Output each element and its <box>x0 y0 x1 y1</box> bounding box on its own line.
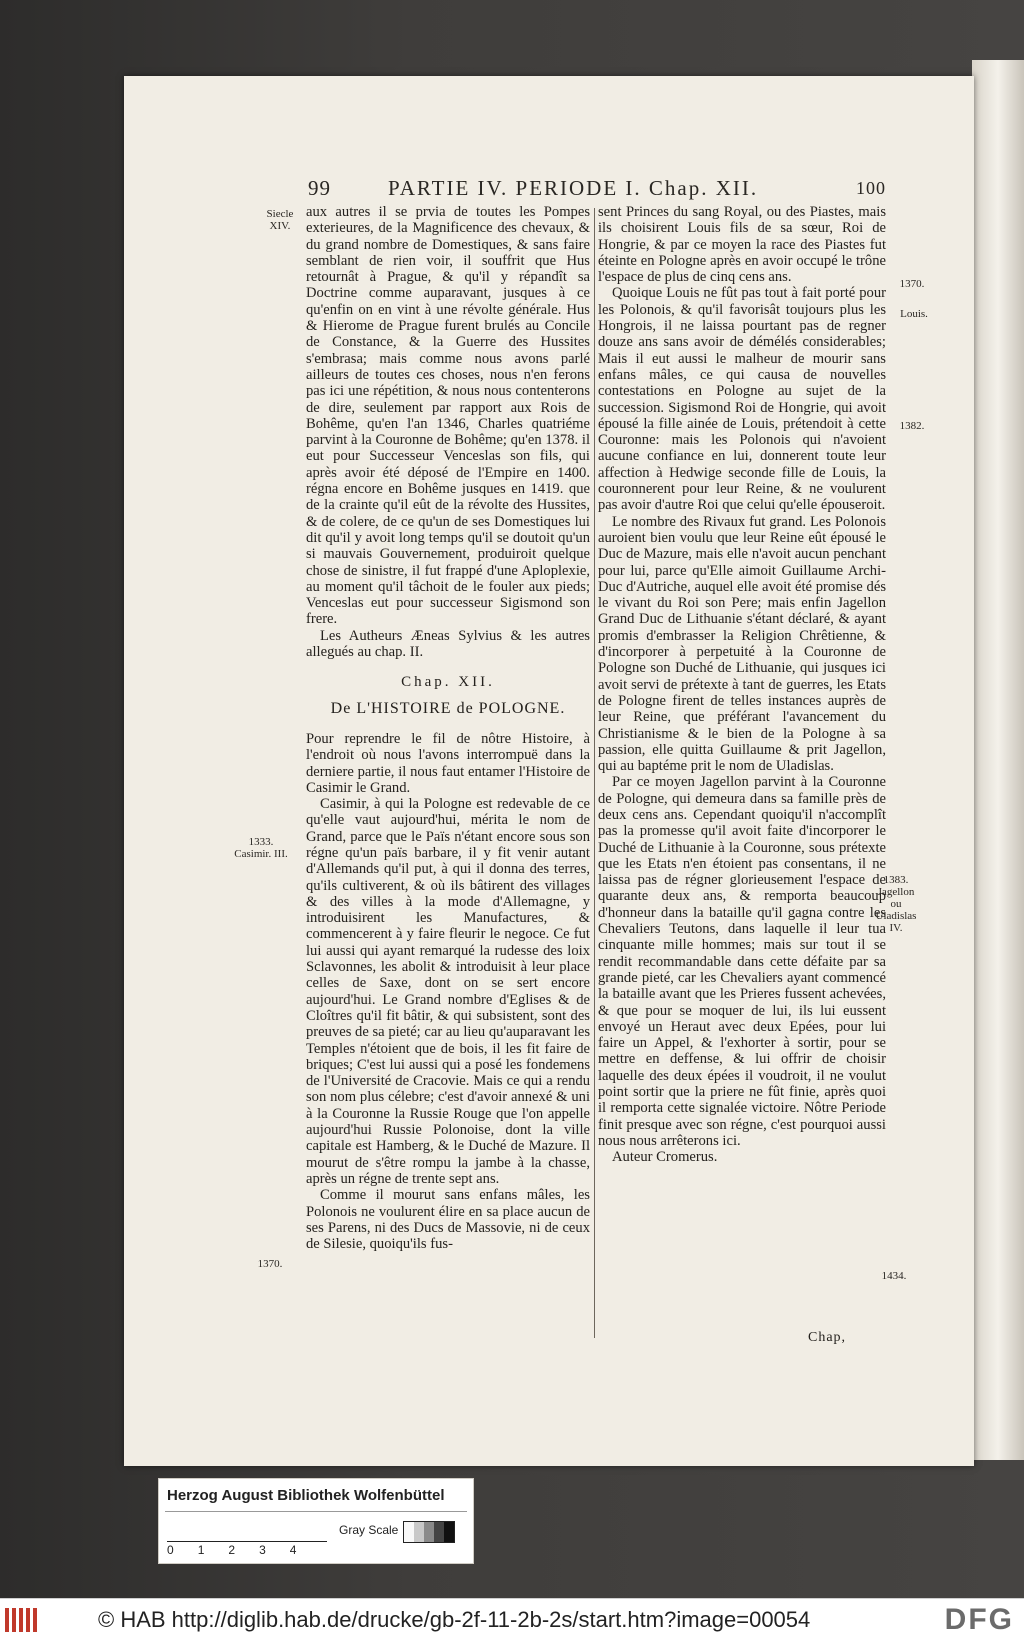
ruler-scale <box>167 1523 327 1542</box>
gray-scale-swatch <box>403 1521 455 1543</box>
running-title: PARTIE IV. PERIODE I. Chap. XII. <box>388 176 759 200</box>
tick-label: 2 <box>228 1543 236 1557</box>
next-page-edge <box>972 60 1024 1460</box>
library-label-card <box>158 1478 474 1564</box>
right-paragraph-4: Par ce moyen Jagellon parvint à la Couronne de Pologne, qui demeura dans sa famille près de deux cens ans. Cependant quoiqu'il n'accomplît pas la promesse qu'il avoit faite d'incorporer le Duché de Lithuanie à la Couronne, sous prétexte que les Etats n'en étoient pas consentans, il ne laissa pas de régner glorieusement l'espace de quarante deux ans, & remporta beaucoup d'honneur dans la bataille qu'il gagna contre les Chevaliers Teutons, dans laquelle il leur tua cinquante mille hommes; mais sur tout il se rendit recommandable dans cette défaite par sa grande pieté, car les Chevaliers ayant commencé la bataille avant que les Prieres fussent achevées, & que pour se moquer de lui, ils lui eussent envoyé un Heraut avec deux Epées, pour lui faire un Appel, & l'exhorter à sortir, pour se mettre en deffense, & lui offrir de choisir laquelle des deux épées il voudroit, il ne voulut point sortir que la priere ne fût finie, après quoi il remporta cette signalée victoire. Nôtre Periode finit presque avec son régne, c'est pourquoi aussi nous nous arrêterons ici. <box>598 774 886 1149</box>
right-paragraph-5: Auteur Cromerus. <box>612 1149 718 1166</box>
tick-label: 3 <box>259 1543 266 1557</box>
tick-label: 4 <box>289 1543 297 1557</box>
gray-scale-label: Gray Scale <box>339 1523 399 1537</box>
left-paragraph-3: Pour reprendre le fil de nôtre Histoire, à l'endroit où nous l'avons interrompuë dans la derniere partie, il nous faut entamer l'Histoire de Casimir le Grand. <box>306 730 590 796</box>
left-paragraph-2: Les Autheurs Æneas Sylvius & les autres allegués au chap. II. <box>306 627 590 661</box>
chapter-title: De L'HISTOIRE de POLOGNE. <box>330 699 566 717</box>
margin-note-1370-right: 1370. <box>899 278 925 290</box>
margin-note-1434: 1434. <box>881 1270 907 1282</box>
margin-note-siecle: Siecle XIV. <box>266 208 294 232</box>
hab-logo-icon <box>4 1605 44 1635</box>
margin-note-1382: 1382. <box>899 420 925 432</box>
tick-label: 1 <box>197 1543 205 1557</box>
catchword: Chap, <box>808 1330 847 1345</box>
tick-label: 0 <box>167 1543 174 1557</box>
page-number-left: 99 <box>308 176 331 200</box>
institution-name: Herzog August Bibliothek Wolfenbüttel <box>167 1487 445 1504</box>
left-paragraph-5: Comme il mourut sans enfans mâles, les Polonois ne voulurent élire en sa place aucun de ses Parens, ni des Ducs de Massovie, ni de ceux de Silesie, quoiqu'ils fus- <box>306 1187 590 1253</box>
margin-note-jagellon: 1383. Jagellon ou Uladislas IV. <box>875 874 917 934</box>
footer-bar <box>0 1598 1024 1642</box>
ruler-ticks <box>167 1543 347 1557</box>
right-paragraph-3: Le nombre des Rivaux fut grand. Les Polonois auroient bien voulu que leur Reine eût épousé le Duc de Mazure, mais elle n'avoit aucun penchant pour lui, parce qu'Elle aimoit Guillaume Archi-Duc d'Autriche, auquel elle avoit été promise dés le vivant du Roi son Pere; mais enfin Jagellon Grand Duc de Lithuanie s'étant déclaré, & ayant promis d'embrasser la Religion Chrêtienne, & d'incorporer à perpetuité à la Couronne de Pologne son Duché de Lithuanie, qui jusques ici avoit servi de prétexte à tant de guerres, les Etats de Pologne firent de telles instances auprès de leur Reine, que préférant l'avancement du Christianisme & le bien de la Pologne à sa passion, elle quitta Guillaume & prit Jagellon, qui au baptéme prit le nom de Uladislas. <box>598 513 886 775</box>
margin-note-louis: Louis. <box>900 308 928 320</box>
margin-note-1370-left: 1370. <box>257 1258 283 1270</box>
running-header <box>308 176 886 202</box>
right-column <box>598 204 886 1166</box>
chapter-heading: Chap. XII. <box>401 674 495 691</box>
label-divider <box>165 1511 467 1512</box>
left-paragraph-1: aux autres il se prvia de toutes les Pompes exterieures, de la Magnificence des chevaux, & du grand nombre de Domestiques, & sans faire semblant de rien voir, il souffrit que Hus retournât à Prague, & qu'il y répandît sa Doctrine comme auparavant, jusques à ce qu'enfin on en vint à une révolte générale. Hus & Hierome de Prague furent brulés au Concile de Constance, & la Guerre des Hussites s'embrasa; mais comme nous avons parlé ailleurs de toutes ces choses, nous n'en ferons pas ici une répétition, & nous nous contenterons de dire, seulement par rapport aux Rois de Bohême, qu'en l'an 1346, Charles quatriéme parvint à la Couronne de Bohême; qu'en 1378. il eut pour Successeur Venceslas son fils, qui après avoir été déposé de l'Empire en 1400. régna encore en Bohême jusques en 1419. que de la crainte qu'il eût de la révolte des Hussites, & de colere, de ce qu'un de ses Domestiques lui dit qu'il y avoit long temps qu'il se doutoit qu'un si mauvais Gouvernement, produiroit quelque chose de sinistre, il fut frappé d'une Aploplexie, au moment qu'il tâchoit de le fouler aux pieds; Venceslas eut pour successeur Sigismond son frere. <box>306 204 590 628</box>
right-paragraph-1: sent Princes du sang Royal, ou des Piastes, mais ils choisirent Louis fils de sa sœur, Roi de Hongrie, & par ce moyen la race des Piastes fut éteinte en Pologne après en avoir occupé le trône l'espace de plus de cinq cens ans. <box>598 204 886 286</box>
left-column <box>306 204 590 1252</box>
right-paragraph-2: Quoique Louis ne fût pas tout à fait porté pour les Polonois, & qu'il favorisât toujours plus les Hongrois, il ne laissa pourtant pas de regner douze ans sans avoir de démélés considerables; Mais il eut aussi le malheur de mourir sans enfans mâles, ce qui causa de nouvelles contestations en Pologne au sujet de la succession. Sigismond Roi de Hongrie, qui avoit épousé la fille ainée de Louis, prétendoit à cette Couronne: mais les Polonois qui n'avoient aucune confiance en lui, donnerent toute leur affection à Hedwige seconde fille de Louis, la couronnerent pour leur Reine, & ne voulurent pas avoir d'autre Roi que celui qu'elle épouseroit. <box>598 285 886 514</box>
source-url[interactable]: © HAB http://diglib.hab.de/drucke/gb-2f-11-2b-2s/start.htm?image=00054 <box>98 1607 811 1632</box>
dfg-logo: DFG <box>944 1603 1014 1636</box>
left-paragraph-4: Casimir, à qui la Pologne est redevable de ce qu'elle vaut aujourd'hui, mérita le nom de Grand, parce que le Païs n'étant encore sous son régne qu'un païs barbare, il y fit venir autant d'Allemands qu'il put, à qui il donna des terres, qu'ils cultiverent, & où ils bâtirent des villages & des villes à la mode d'Allemagne, y introduisirent les Manufactures, & commencerent à y faire fleurir le negoce. Ce fut lui aussi qui ayant remarqué la rudesse des loix Sclavonnes, les abolit & introduisit à leur place celles de Saxe, dont on se sert encore aujourd'hui. Le Grand nombre d'Eglises & de Cloîtres qu'il fit bâtir, & qui subsistent, sont des preuves de sa pieté; car au lieu qu'auparavant les Temples n'étoient que de bois, il les fit faire de briques; C'est lui aussi qui a posé les fondemens de l'Université de Cracovie. Mais ce qui a rendu son nom plus célebre; c'est d'avoir annexé & uni à la Couronne la Russie Rouge que l'on appelle aujourd'hui Russie Polonoise, dont la ville capitale est Hamberg, & le Duché de Mazure. Il mourut de s'être rompu la jambe à la chasse, après un régne de trente sept ans. <box>306 796 590 1187</box>
page-number-right: 100 <box>856 178 886 198</box>
margin-note-1333: 1333. Casimir. III. <box>234 836 288 860</box>
column-divider <box>594 208 595 1338</box>
